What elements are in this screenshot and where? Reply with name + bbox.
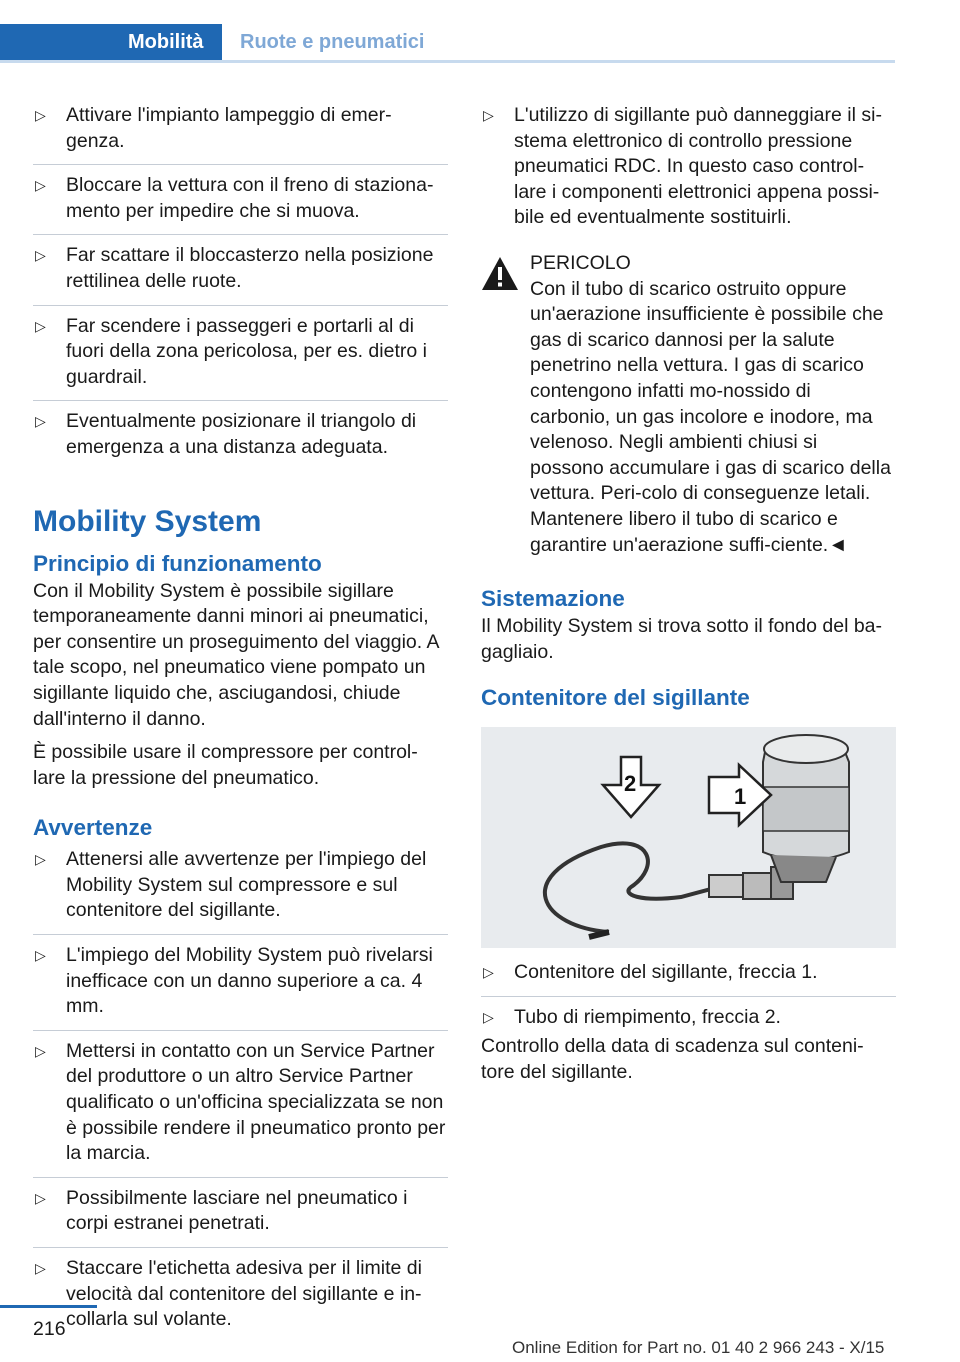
triangle-bullet-icon: ▷ <box>35 1042 46 1059</box>
triangle-bullet-icon: ▷ <box>35 1189 46 1206</box>
rdc-note-list <box>481 103 896 241</box>
warnings-list <box>33 847 448 1343</box>
triangle-bullet-icon: ▷ <box>35 317 46 334</box>
list-item: ▷ Attenersi alle avvertenze per l'impiego del Mobility System sul compressore e sul contenitore del sigillante. <box>33 847 448 935</box>
triangle-bullet-icon: ▷ <box>35 1260 46 1276</box>
expiry-check-paragraph: Controllo della data di scadenza sul conteni-tore del sigillante. <box>481 1035 864 1084</box>
list-item: ▷ L'impiego del Mobility System può rivelarsi inefficace con un danno superiore a ca. 4 mm. <box>33 943 448 1031</box>
principle-heading: Principio di funzionamento <box>33 550 322 576</box>
page-number: 216 <box>33 1318 66 1340</box>
compressor-paragraph: È possibile usare il compressore per control-lare la pressione del pneumatico. <box>33 741 418 789</box>
placement-paragraph: Il Mobility System si trova sotto il fondo del ba-gagliaio. <box>481 615 882 663</box>
figure-label-2: 2 <box>624 771 637 797</box>
triangle-bullet-icon: ▷ <box>483 1008 494 1025</box>
triangle-bullet-icon: ▷ <box>35 851 46 868</box>
placement-heading: Sistemazione <box>481 586 625 612</box>
page-header <box>0 0 895 62</box>
list-item: ▷ Contenitore del sigillante, freccia 1. <box>481 960 896 997</box>
list-item: ▷ Staccare l'etichetta adesiva per il limite di velocità dal contenitore del sigillante e in-collarla sul volante. <box>35 1257 422 1331</box>
triangle-bullet-icon: ▷ <box>483 964 494 981</box>
online-edition-text: Online Edition for Part no. 01 40 2 966 243 - X/15 <box>512 1338 885 1357</box>
list-item: ▷ Eventualmente posizionare il triangolo di emergenza a una distanza adeguata. <box>35 410 417 458</box>
principle-paragraph: Con il Mobility System è possibile sigillare temporaneamente danni minori ai pneumatici, per consentire un proseguimento del viaggio. A tale scopo, nel pneumatico viene pompato un sigillante liquido che, asciugandosi, chiude dall'interno il danno. <box>33 579 439 730</box>
chapter-tab-active[interactable]: Mobilità <box>0 24 222 60</box>
chapter-tab-inactive[interactable]: Ruote e pneumatici <box>240 31 425 53</box>
triangle-bullet-icon: ▷ <box>483 107 494 123</box>
sealant-container-figure <box>481 727 896 948</box>
danger-warning <box>481 251 896 558</box>
list-item: ▷ Far scattare il bloccasterzo nella posizione rettilinea delle ruote. <box>33 243 448 305</box>
triangle-bullet-icon: ▷ <box>35 177 46 194</box>
figure-label-1: 1 <box>734 784 747 810</box>
header-divider <box>0 60 895 63</box>
triangle-bullet-icon: ▷ <box>35 107 46 123</box>
list-item: ▷ Possibilmente lasciare nel pneumatico i corpi estranei penetrati. <box>33 1186 448 1248</box>
warning-title: PERICOLO <box>530 251 631 274</box>
figure-legend-list <box>481 960 896 1032</box>
list-item: ▷ Bloccare la vettura con il freno di staziona-mento per impedire che si muova. <box>33 173 448 235</box>
list-item: ▷ Attivare l'impianto lampeggio di emer-genza. <box>33 103 448 165</box>
sealant-kit-illustration <box>481 727 896 948</box>
footer-divider <box>0 1305 97 1308</box>
list-item: ▷ L'utilizzo di sigillante può danneggiare il si-stema elettronico di controllo pressione pneumatici RDC. In questo caso control-lare i componenti elettronici appena possi-bile ed eventualmente sostituirli. <box>483 104 882 229</box>
triangle-bullet-icon: ▷ <box>35 413 46 430</box>
list-item: ▷ Tubo di riempimento, freccia 2. <box>481 1005 896 1033</box>
warnings-heading: Avvertenze <box>33 815 153 841</box>
list-item: ▷ Far scendere i passeggeri e portarli al di fuori della zona pericolosa, per es. dietro i guardrail. <box>33 314 448 402</box>
warning-triangle-icon <box>481 255 519 293</box>
section-title: Mobility System <box>33 504 262 538</box>
list-item: ▷ Mettersi in contatto con un Service Partner del produttore o un altro Service Partner qualificato o un'officina specializzata se non è possibile rendere il pneumatico pronto per la marcia. <box>33 1039 448 1178</box>
warning-text: Con il tubo di scarico ostruito oppure un'aerazione insufficiente è possibile che gas di scarico dannosi per la salute penetrino nella vettura. I gas di scarico contengono infatti mo-nossido di carbonio, un gas incolore e inodore, ma velenoso. Negli ambienti chiusi si possono accumulare i gas di scarico della vettura. Peri-colo di conseguenze letali. Mantenere libero il tubo di scarico e garantire un'aerazione suffi-ciente.◄ <box>530 277 891 556</box>
safety-steps-list <box>33 103 448 471</box>
triangle-bullet-icon: ▷ <box>35 947 46 964</box>
triangle-bullet-icon: ▷ <box>35 247 46 264</box>
left-column <box>33 103 448 1351</box>
container-heading: Contenitore del sigillante <box>481 685 750 711</box>
right-column <box>481 103 896 1094</box>
